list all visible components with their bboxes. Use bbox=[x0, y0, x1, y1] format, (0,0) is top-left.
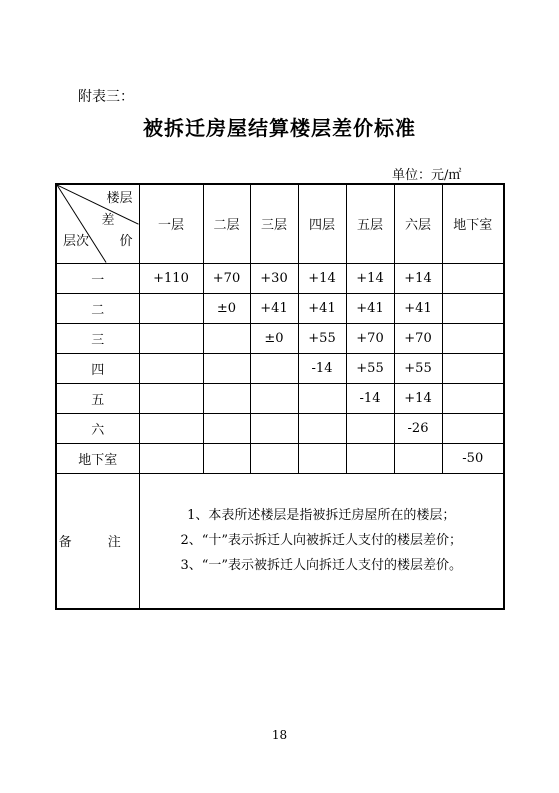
note-line: 3、“一”表示被拆迁人向拆迁人支付的楼层差价。 bbox=[180, 558, 463, 574]
table-cell: +14 bbox=[346, 263, 394, 293]
page-title: 被拆迁房屋结算楼层差价标准 bbox=[143, 116, 416, 140]
table-cell bbox=[203, 353, 250, 383]
table-row bbox=[56, 353, 504, 383]
row-label: 二 bbox=[56, 293, 139, 323]
corner-diff-label: 差 bbox=[101, 213, 115, 228]
table-row bbox=[56, 443, 504, 473]
table-cell bbox=[442, 413, 504, 443]
table-cell bbox=[442, 383, 504, 413]
table-cell: +41 bbox=[346, 293, 394, 323]
table-cell bbox=[442, 323, 504, 353]
column-header: 地下室 bbox=[442, 184, 504, 263]
column-header: 三层 bbox=[250, 184, 298, 263]
row-label: 四 bbox=[56, 353, 139, 383]
row-label: 地下室 bbox=[56, 443, 139, 473]
table-cell bbox=[250, 383, 298, 413]
table-cell: ±0 bbox=[250, 323, 298, 353]
table-cell: +30 bbox=[250, 263, 298, 293]
table-cell: +70 bbox=[394, 323, 442, 353]
table-cell bbox=[250, 443, 298, 473]
table-row bbox=[56, 323, 504, 353]
table-cell bbox=[442, 353, 504, 383]
column-header: 二层 bbox=[203, 184, 250, 263]
column-header: 五层 bbox=[346, 184, 394, 263]
table-cell bbox=[203, 443, 250, 473]
table-cell bbox=[139, 323, 203, 353]
table-cell bbox=[250, 413, 298, 443]
price-difference-table bbox=[55, 183, 505, 610]
table-cell: +41 bbox=[250, 293, 298, 323]
table-cell bbox=[139, 443, 203, 473]
corner-level-label: 层次 bbox=[63, 234, 90, 249]
corner-price-label: 价 bbox=[119, 234, 133, 249]
table-cell bbox=[203, 413, 250, 443]
table-cell: +70 bbox=[346, 323, 394, 353]
table-row bbox=[56, 383, 504, 413]
notes-label: 备 注 bbox=[56, 473, 139, 609]
table-cell: +55 bbox=[394, 353, 442, 383]
column-header: 四层 bbox=[298, 184, 346, 263]
table-cell bbox=[442, 293, 504, 323]
table-cell: -50 bbox=[442, 443, 504, 473]
table-cell: -14 bbox=[298, 353, 346, 383]
table-row bbox=[56, 413, 504, 443]
note-line: 1、本表所述楼层是指被拆迁房屋所在的楼层； bbox=[187, 508, 456, 524]
corner-cell bbox=[56, 184, 139, 263]
table-cell bbox=[203, 383, 250, 413]
table-row bbox=[56, 263, 504, 293]
page-number: 18 bbox=[271, 728, 288, 742]
table-cell: +14 bbox=[394, 263, 442, 293]
row-label: 三 bbox=[56, 323, 139, 353]
note-line: 2、“十”表示拆迁人向被拆迁人支付的楼层差价； bbox=[180, 533, 463, 549]
table-cell bbox=[442, 263, 504, 293]
unit-label: 单位：元/㎡ bbox=[392, 168, 462, 183]
table-cell: +55 bbox=[298, 323, 346, 353]
row-label: 一 bbox=[56, 263, 139, 293]
table-cell bbox=[298, 443, 346, 473]
table-row bbox=[56, 293, 504, 323]
notes-row bbox=[56, 473, 504, 609]
table-cell bbox=[394, 443, 442, 473]
table-cell bbox=[346, 413, 394, 443]
corner-floor-label: 楼层 bbox=[106, 191, 133, 206]
table-cell bbox=[298, 413, 346, 443]
table-cell bbox=[298, 383, 346, 413]
table-cell bbox=[139, 293, 203, 323]
table-cell: +41 bbox=[298, 293, 346, 323]
header-row bbox=[56, 184, 504, 263]
table-cell: +55 bbox=[346, 353, 394, 383]
table-cell: +110 bbox=[139, 263, 203, 293]
column-header: 一层 bbox=[139, 184, 203, 263]
table-cell bbox=[346, 443, 394, 473]
appendix-label: 附表三： bbox=[78, 89, 134, 105]
table-cell: +41 bbox=[394, 293, 442, 323]
table-cell: -14 bbox=[346, 383, 394, 413]
table-cell: -26 bbox=[394, 413, 442, 443]
table-cell: +14 bbox=[298, 263, 346, 293]
row-label: 六 bbox=[56, 413, 139, 443]
table-cell bbox=[139, 383, 203, 413]
table-cell bbox=[203, 323, 250, 353]
notes-cell bbox=[139, 473, 504, 609]
table-cell: +70 bbox=[203, 263, 250, 293]
table-cell bbox=[250, 353, 298, 383]
row-label: 五 bbox=[56, 383, 139, 413]
table-cell bbox=[139, 353, 203, 383]
table-cell: +14 bbox=[394, 383, 442, 413]
column-header: 六层 bbox=[394, 184, 442, 263]
table-cell bbox=[139, 413, 203, 443]
table-cell: ±0 bbox=[203, 293, 250, 323]
